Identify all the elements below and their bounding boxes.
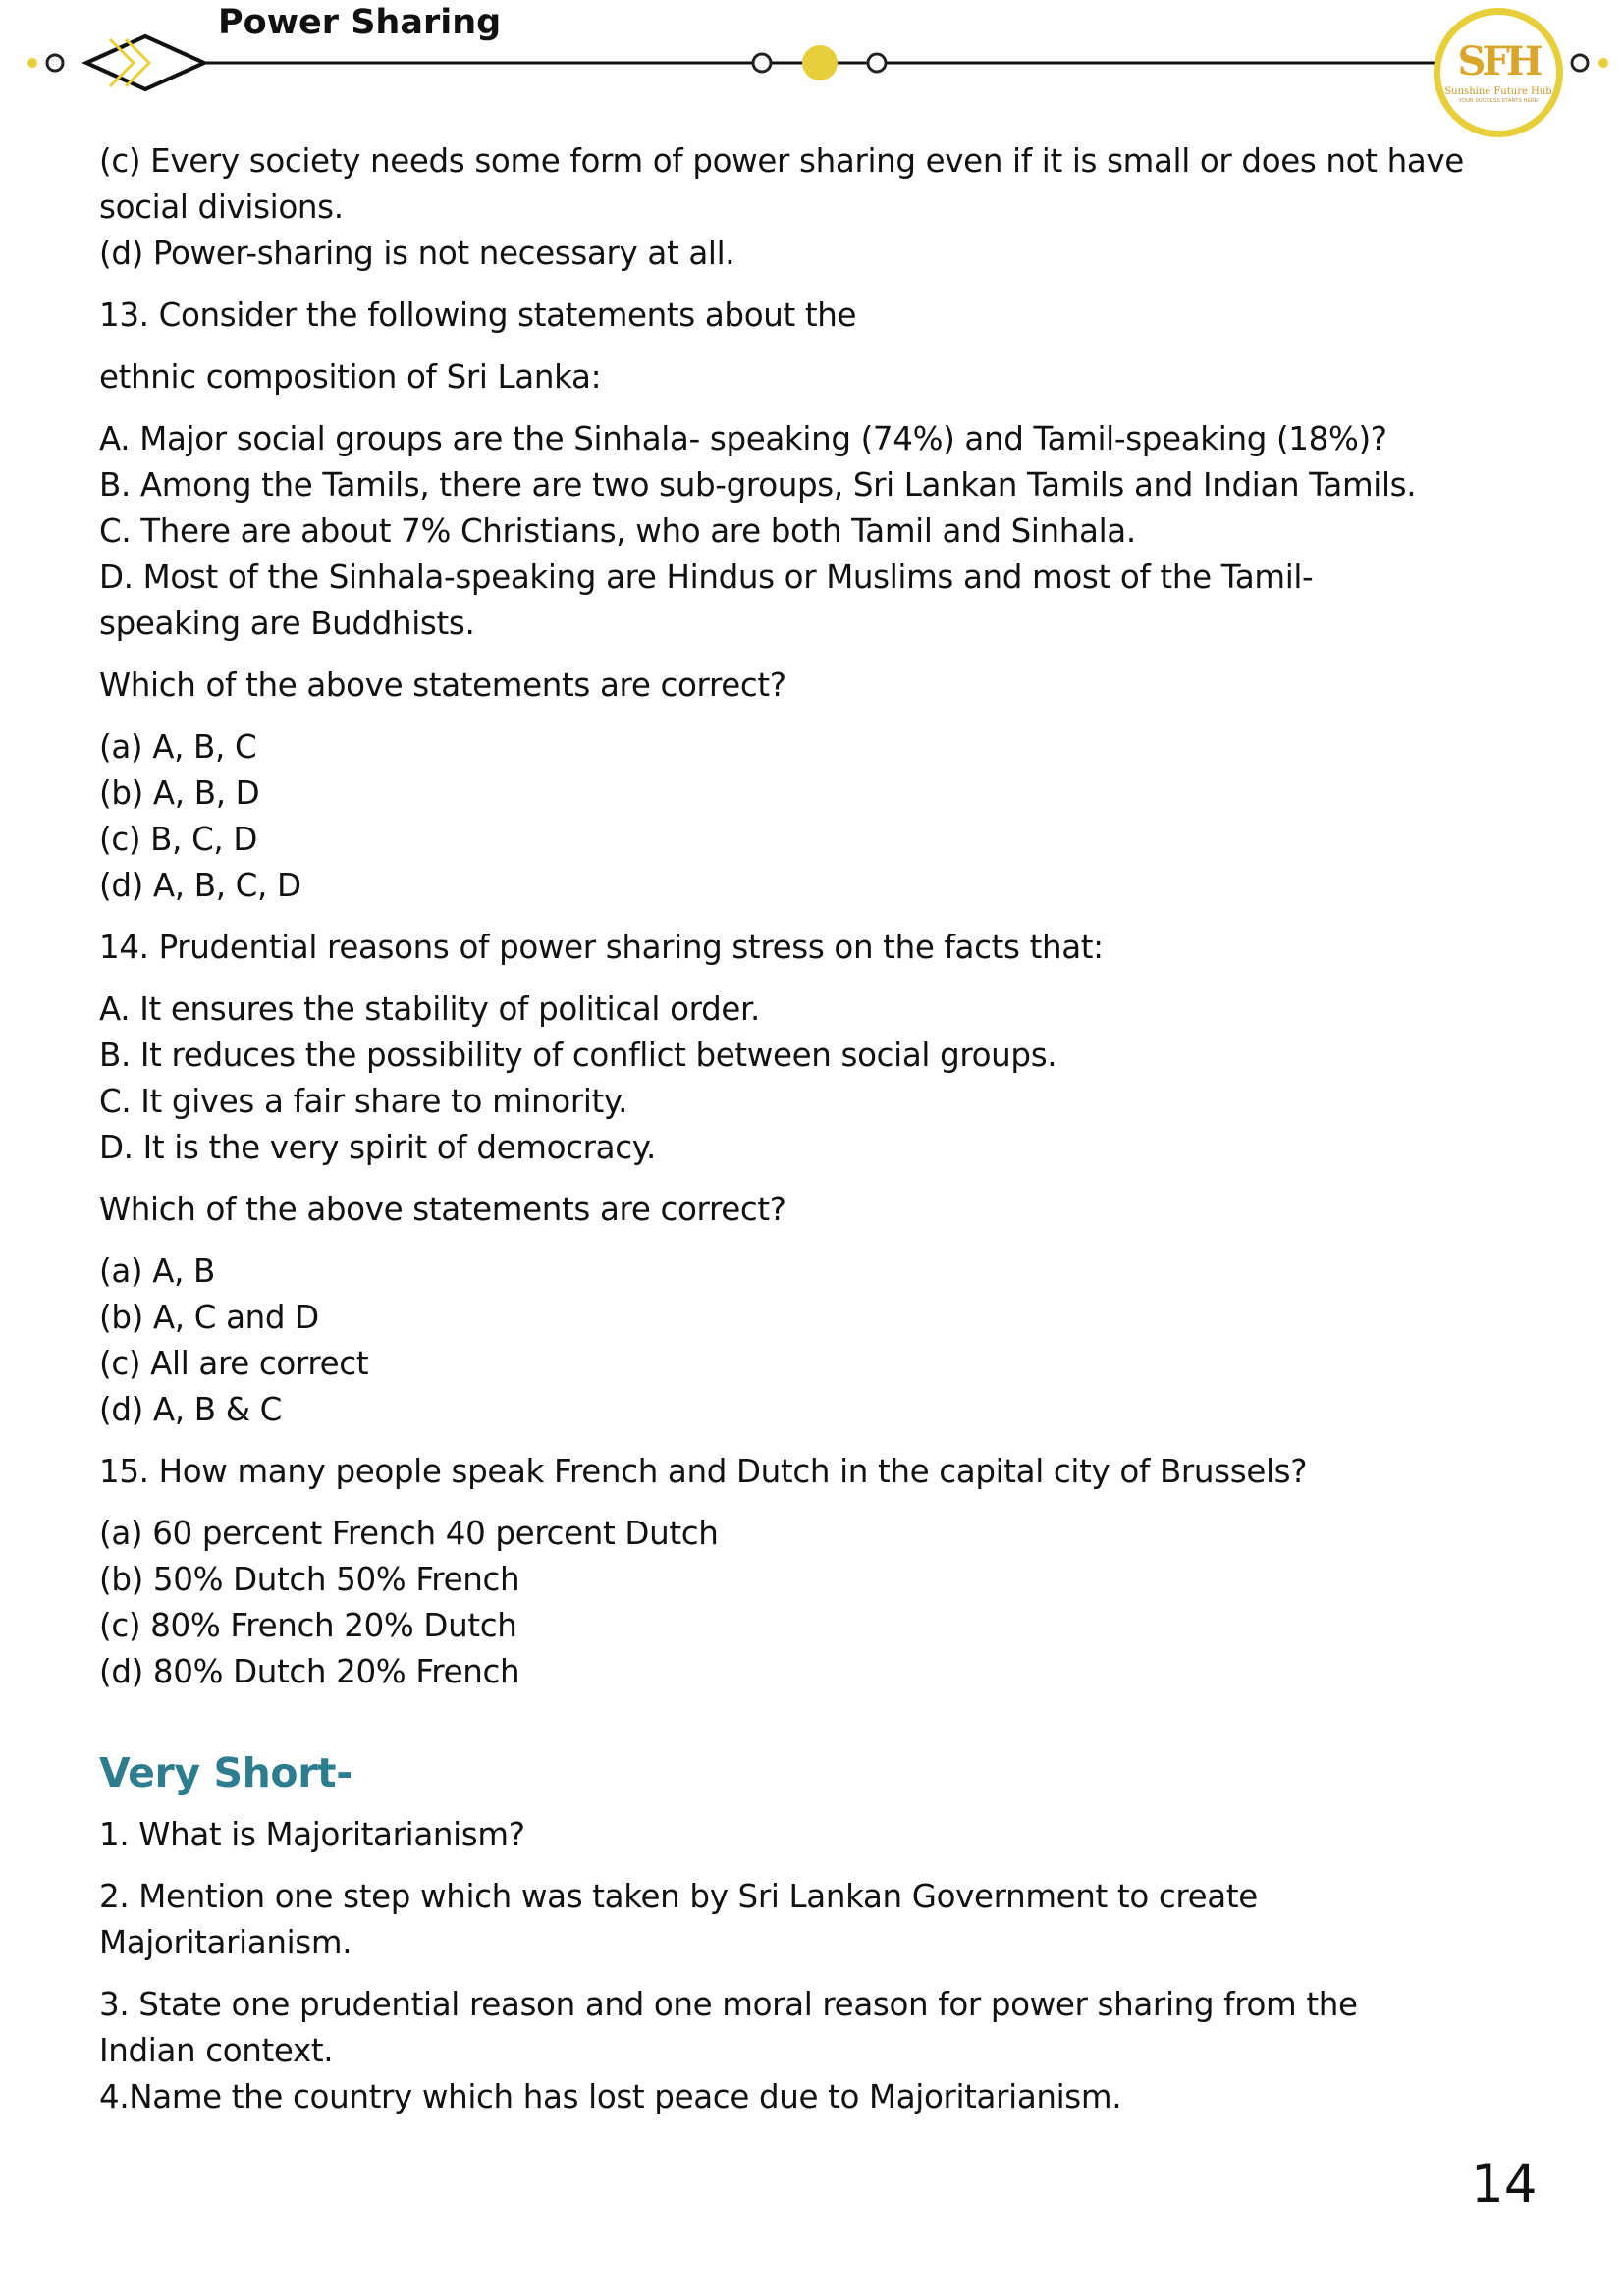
option-d: (d) A, B & C <box>99 1391 283 1428</box>
statement-c: C. It gives a fair share to minority. <box>99 1083 628 1120</box>
section-heading-very-short: Very Short- <box>99 1749 352 1796</box>
header-dot-left <box>27 58 37 68</box>
very-short-question-1: 1. What is Majoritarianism? <box>99 1816 525 1853</box>
logo-name: Sunshine Future Hub <box>1444 86 1552 97</box>
very-short-question-3: 3. State one prudential reason and one moral reason for power sharing from the <box>99 1986 1358 2023</box>
brand-logo <box>1434 8 1563 137</box>
text-line: (c) Every society needs some form of power sharing even if it is small or does not have <box>99 142 1464 180</box>
option-d: (d) 80% Dutch 20% French <box>99 1653 520 1690</box>
statement-b: B. Among the Tamils, there are two sub-groups, Sri Lankan Tamils and Indian Tamils. <box>99 466 1417 504</box>
statement-d-cont: speaking are Buddhists. <box>99 605 475 642</box>
header-ring-left <box>47 55 63 71</box>
option-b: (b) A, B, D <box>99 774 260 812</box>
statement-b: B. It reduces the possibility of conflict between social groups. <box>99 1037 1057 1074</box>
option-c: (c) 80% French 20% Dutch <box>99 1607 517 1644</box>
question-13-title-cont: ethnic composition of Sri Lanka: <box>99 358 602 396</box>
statement-a: A. Major social groups are the Sinhala- speaking (74%) and Tamil-speaking (18%)? <box>99 420 1387 457</box>
header-ring-right <box>1572 55 1588 71</box>
page-number: 14 <box>1471 2155 1538 2215</box>
very-short-question-3-cont: Indian context. <box>99 2032 334 2069</box>
question-prompt: Which of the above statements are correct? <box>99 667 786 704</box>
statement-a: A. It ensures the stability of political order. <box>99 990 761 1028</box>
question-13-title: 13. Consider the following statements about the <box>99 296 857 334</box>
header-center-dot <box>802 45 838 80</box>
header-title: Power Sharing <box>218 3 502 42</box>
text-line: (d) Power-sharing is not necessary at all. <box>99 235 735 272</box>
page-content <box>99 138 1513 2120</box>
option-d: (d) A, B, C, D <box>99 867 301 904</box>
header-diamond <box>86 36 204 89</box>
option-a: (a) A, B <box>99 1253 215 1290</box>
option-c: (c) B, C, D <box>99 821 258 858</box>
text-line: social divisions. <box>99 188 344 226</box>
question-prompt: Which of the above statements are correct? <box>99 1191 786 1228</box>
option-c: (c) All are correct <box>99 1345 369 1382</box>
logo-tagline: YOUR SUCCESS STARTS HERE <box>1458 98 1539 104</box>
option-a: (a) 60 percent French 40 percent Dutch <box>99 1515 719 1552</box>
question-14-title: 14. Prudential reasons of power sharing stress on the facts that: <box>99 929 1104 966</box>
statement-d: D. It is the very spirit of democracy. <box>99 1129 656 1166</box>
very-short-question-2-cont: Majoritarianism. <box>99 1924 352 1961</box>
statement-d: D. Most of the Sinhala-speaking are Hindus or Muslims and most of the Tamil- <box>99 559 1314 596</box>
header-dot-right <box>1598 58 1608 68</box>
option-a: (a) A, B, C <box>99 728 257 766</box>
option-b: (b) 50% Dutch 50% French <box>99 1561 520 1598</box>
very-short-question-4: 4.Name the country which has lost peace due to Majoritarianism. <box>99 2078 1122 2115</box>
question-15-title: 15. How many people speak French and Dutch in the capital city of Brussels? <box>99 1453 1308 1490</box>
very-short-question-2: 2. Mention one step which was taken by Sri Lankan Government to create <box>99 1878 1258 1915</box>
logo-monogram: SFH <box>1457 38 1540 84</box>
statement-c: C. There are about 7% Christians, who are both Tamil and Sinhala. <box>99 512 1136 550</box>
option-b: (b) A, C and D <box>99 1299 319 1336</box>
